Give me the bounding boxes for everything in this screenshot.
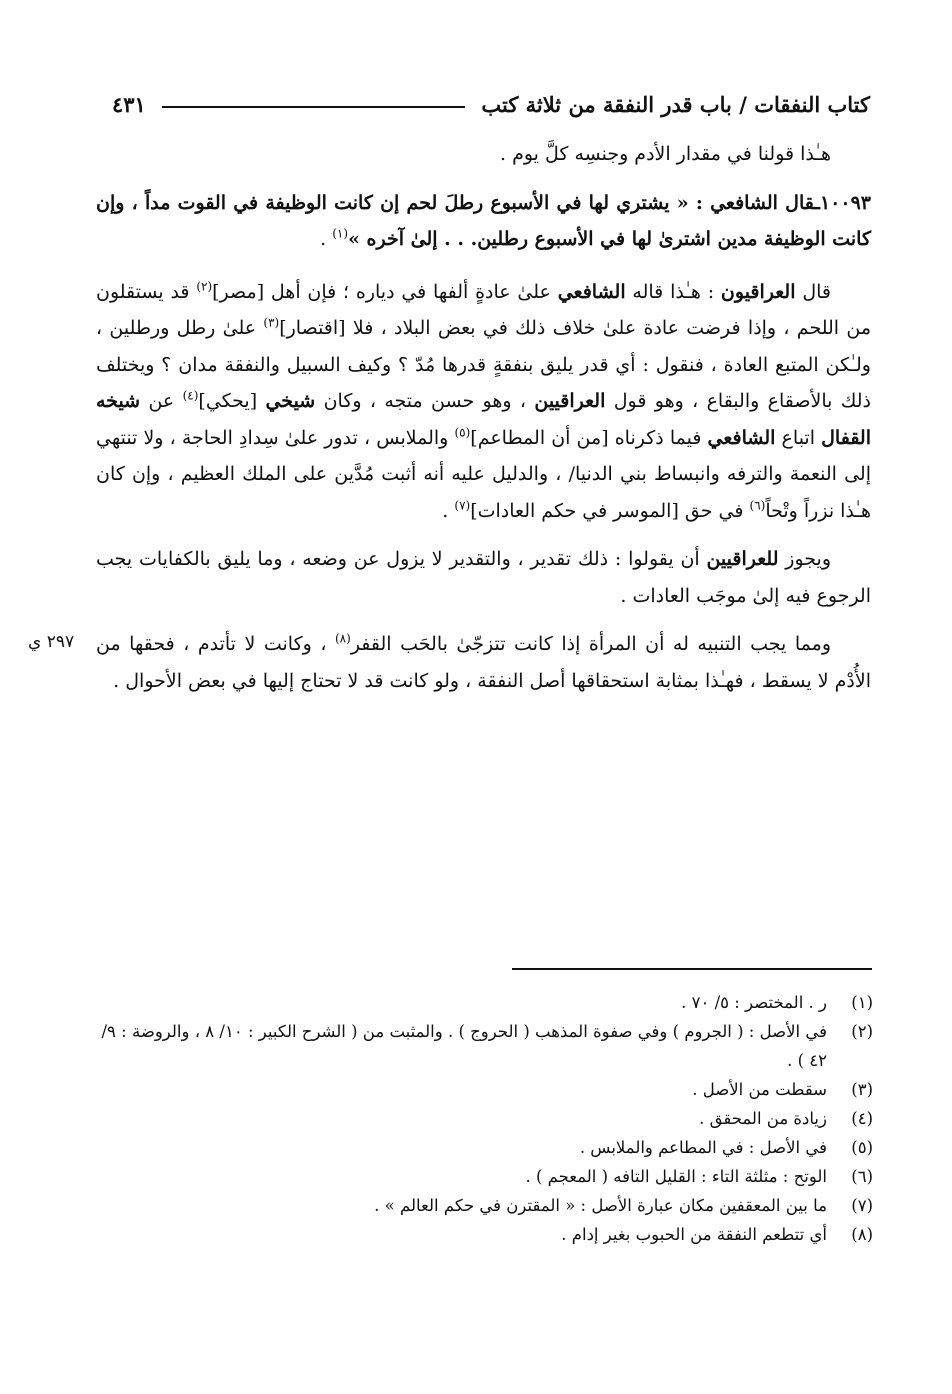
footnote-text: سقطت من الأصل . xyxy=(692,1080,827,1099)
paragraph-4 xyxy=(96,541,871,614)
footnote-number: (٥) xyxy=(851,1138,873,1157)
footnote-ref: (٧) xyxy=(454,498,471,513)
footnote-number: (٢) xyxy=(851,1022,873,1041)
footnote-number: (١) xyxy=(851,993,873,1012)
footnote-ref: (٦) xyxy=(749,498,766,513)
text-run: اتباع xyxy=(775,426,822,449)
footnote-number: (٧) xyxy=(851,1196,873,1215)
footnote-ref: (٢) xyxy=(196,279,213,294)
footnote-text: في الأصل : ( الجروم ) وفي صفوة المذهب ( الحروج ) . والمثبت من ( الشرح الكبير : ١٠/ ٨ ، والروضة : ٩/ ٤٢ ) . xyxy=(101,1022,827,1070)
issue-number: ١٠٠٩٣ـ xyxy=(814,191,871,214)
text-run: . xyxy=(320,228,333,250)
text-run: فيما ذكرناه [من أن المطاعم] xyxy=(470,426,708,449)
footnote xyxy=(96,1104,873,1133)
footnote-ref: (٨) xyxy=(334,631,351,646)
text-run: ، وهو حسن متجه ، وكان xyxy=(315,390,535,412)
text-run: ومما يجب التنبيه له أن المرأة إذا كانت تتزجّىٰ بالحَب القفر xyxy=(350,633,831,655)
footnote-text: أي تتطعم النفقة من الحبوب بغير إدام . xyxy=(561,1225,827,1244)
footnote-ref: (٥) xyxy=(454,425,471,440)
footnote xyxy=(96,1191,873,1220)
text-run: [يحكي] xyxy=(198,390,266,412)
bold-name: شيخه القفال xyxy=(96,390,871,449)
text-run: والملابس ، تدور علىٰ سِدادِ الحاجة ، ولا تنتهي إلى النعمة والترفه وانبساط بني الدنيا/ ، والدليل عليه أنه أثبت مُدَّين على الملك العظيم ، وإن كان هـٰذا نزراً وتْحاً xyxy=(96,426,871,522)
bold-name: الشافعي xyxy=(707,426,776,449)
paragraph-3 xyxy=(96,274,871,530)
footnote-text: الوتح : مثلثة التاء : القليل التافه ( المعجم ) . xyxy=(525,1167,827,1186)
bold-name: شيخي xyxy=(265,390,316,412)
text-run: علىٰ رطل ورطلين ، ولـٰكن المتبع العادة ، فنقول : أي قدر يليق بنفقةٍ قدرها مُدّ ؟ وكيف السبيل والنفقة مدان ؟ ويختلف ذلك بالأصقاع والبقاع ، وهو قول xyxy=(96,317,871,412)
bold-name: العراقيون xyxy=(720,280,796,303)
footnote-ref: (٤) xyxy=(182,388,199,403)
footnote-text: ر . المختصر : ٥/ ٧٠ . xyxy=(681,993,827,1012)
footnote-ref: (١) xyxy=(332,226,349,241)
footnote-separator xyxy=(512,968,872,970)
page-number: ٤٣١ xyxy=(112,91,146,117)
paragraph-2 xyxy=(96,185,871,258)
footnote-number: (٦) xyxy=(851,1167,873,1186)
text-run: قد يستقلون من اللحم ، وإذا فرضت عادة علىٰ خلاف ذلك في بعض البلاد ، فلا [اقتصار] xyxy=(96,280,871,339)
footnote xyxy=(96,1162,873,1191)
paragraph-1: هـٰذا قولنا في مقدار الأدم وجنسِه كلَّ يوم . xyxy=(500,143,831,165)
footnote xyxy=(96,988,873,1017)
footnotes xyxy=(96,988,873,1249)
speaker: قال الشافعي xyxy=(710,191,815,214)
text-run: ويجوز xyxy=(778,548,831,570)
header-rule xyxy=(162,106,466,108)
footnote xyxy=(96,1017,873,1075)
footnote-number: (٤) xyxy=(851,1109,873,1128)
text-run: في حق [الموسر في حكم العادات] xyxy=(470,499,750,522)
text-run: علىٰ عادةٍ ألفها في دياره ؛ فإن أهل [مصر] xyxy=(212,280,558,303)
text-run: أن يقولوا : ذلك تقدير ، والتقدير لا يزول عن وضعه ، وما يليق بالكفايات يجب الرجوع فيه إلىٰ موجَب العادات . xyxy=(96,548,871,607)
margin-note: ٢٩٧ ي xyxy=(28,632,75,652)
footnote-text: في الأصل : في المطاعم والملابس . xyxy=(579,1138,827,1157)
paragraph-5 xyxy=(96,626,871,699)
main-text xyxy=(96,136,871,699)
quote-text: : « يشتري لها في الأسبوع رطلَ لحم إن كانت الوظيفة في القوت مداً ، وإن كانت الوظيفة مدين اشترىٰ لها في الأسبوع رطلين. . . إلىٰ آخره » xyxy=(96,191,871,250)
text-run: . xyxy=(442,499,455,522)
footnote-number: (٣) xyxy=(851,1080,873,1099)
footnote xyxy=(96,1133,873,1162)
text-run: : هـٰذا قاله xyxy=(625,280,721,303)
footnote-text: ما بين المعقفين مكان عبارة الأصل : « المقترن في حكم العالم » . xyxy=(374,1196,827,1215)
text-run: قال xyxy=(795,280,831,303)
footnote xyxy=(96,1075,873,1104)
text-run: عن xyxy=(140,390,183,412)
bold-name: العراقيين xyxy=(534,390,606,412)
bold-name: الشافعي xyxy=(557,280,626,303)
text-run: ، وكانت لا تأتدم ، فحقها من الأُدْم لا يسقط ، فهـٰذا بمثابة استحقاقها أصل النفقة ، ولو كانت قد لا تحتاج إليها في بعض الأحوال . xyxy=(96,633,871,692)
running-header xyxy=(112,84,870,124)
bold-name: للعراقيين xyxy=(706,548,779,570)
footnote-text: زيادة من المحقق . xyxy=(699,1109,827,1128)
footnote xyxy=(96,1220,873,1249)
footnote-number: (٨) xyxy=(851,1225,873,1244)
header-title: كتاب النفقات / باب قدر النفقة من ثلاثة كتب xyxy=(481,91,870,117)
footnote-ref: (٣) xyxy=(263,315,280,330)
